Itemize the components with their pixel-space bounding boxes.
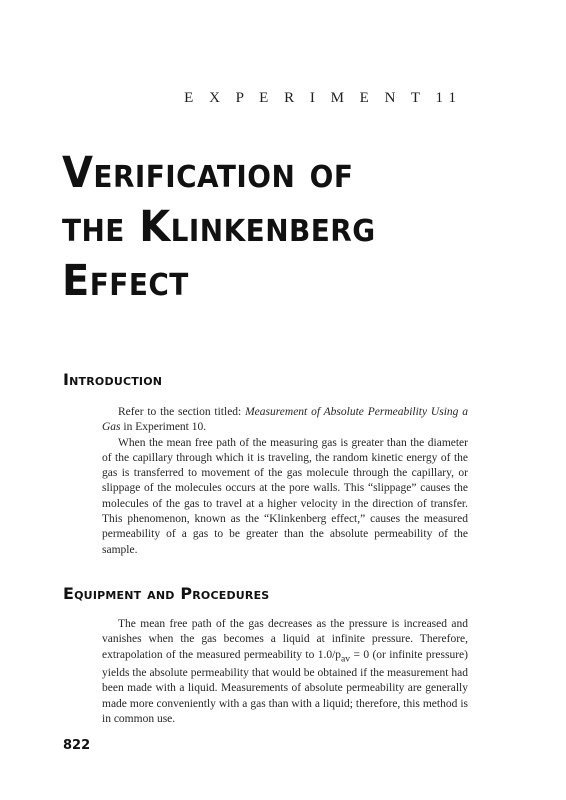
chapter-title	[62, 146, 499, 308]
experiment-label: E X P E R I M E N T 11	[184, 90, 462, 106]
equip-p1-text: The mean free path of the gas decreases as the pressure is increased and vanishes when the gas becomes a liquid at infinite pressure. Therefore, extrapolation of the measured permeability to 1.0/p	[102, 618, 468, 661]
chapter-title-line-2: the Klinkenberg	[62, 202, 376, 252]
introduction-heading: Introduction	[63, 370, 163, 389]
equip-p1-subscript: av	[341, 652, 351, 664]
chapter-title-line-3: Effect	[62, 256, 189, 306]
introduction-paragraph-1	[102, 405, 468, 436]
equip-p1-text-end: = 0 (or infinite pressure) yields the absolute permeability that would be obtained if the measurement had been made with a liquid. Measurements of absolute permeability are generally made more conveniently with a gas than with a liquid; therefore, this method is in common use.	[102, 648, 468, 726]
equipment-paragraph-1	[102, 617, 468, 727]
intro-p1-text-end: in Experiment 10.	[120, 421, 207, 434]
equipment-body	[102, 617, 468, 727]
chapter-title-line-1: Verification of	[62, 148, 354, 198]
intro-p1-reference: Measurement of Absolute Permeability Using a Gas	[102, 406, 468, 434]
equipment-heading: Equipment and Procedures	[63, 584, 270, 603]
introduction-body	[102, 405, 468, 558]
introduction-paragraph-2: When the mean free path of the measuring gas is greater than the diameter of the capillary through which it is traveling, the random kinetic energy of the gas is transferred to movement of the gas molecule through the capillary, or slippage of the molecules occurs at the pore walls. This “slippage” causes the molecules of the gas to travel at a higher velocity in the direction of transfer. This phenomenon, known as the “Klinkenberg effect,” causes the measured permeability of a gas to be greater than the absolute permeability of the sample.	[102, 436, 468, 556]
intro-p1-text: Refer to the section titled:	[118, 406, 246, 418]
page-number: 822	[63, 738, 91, 753]
